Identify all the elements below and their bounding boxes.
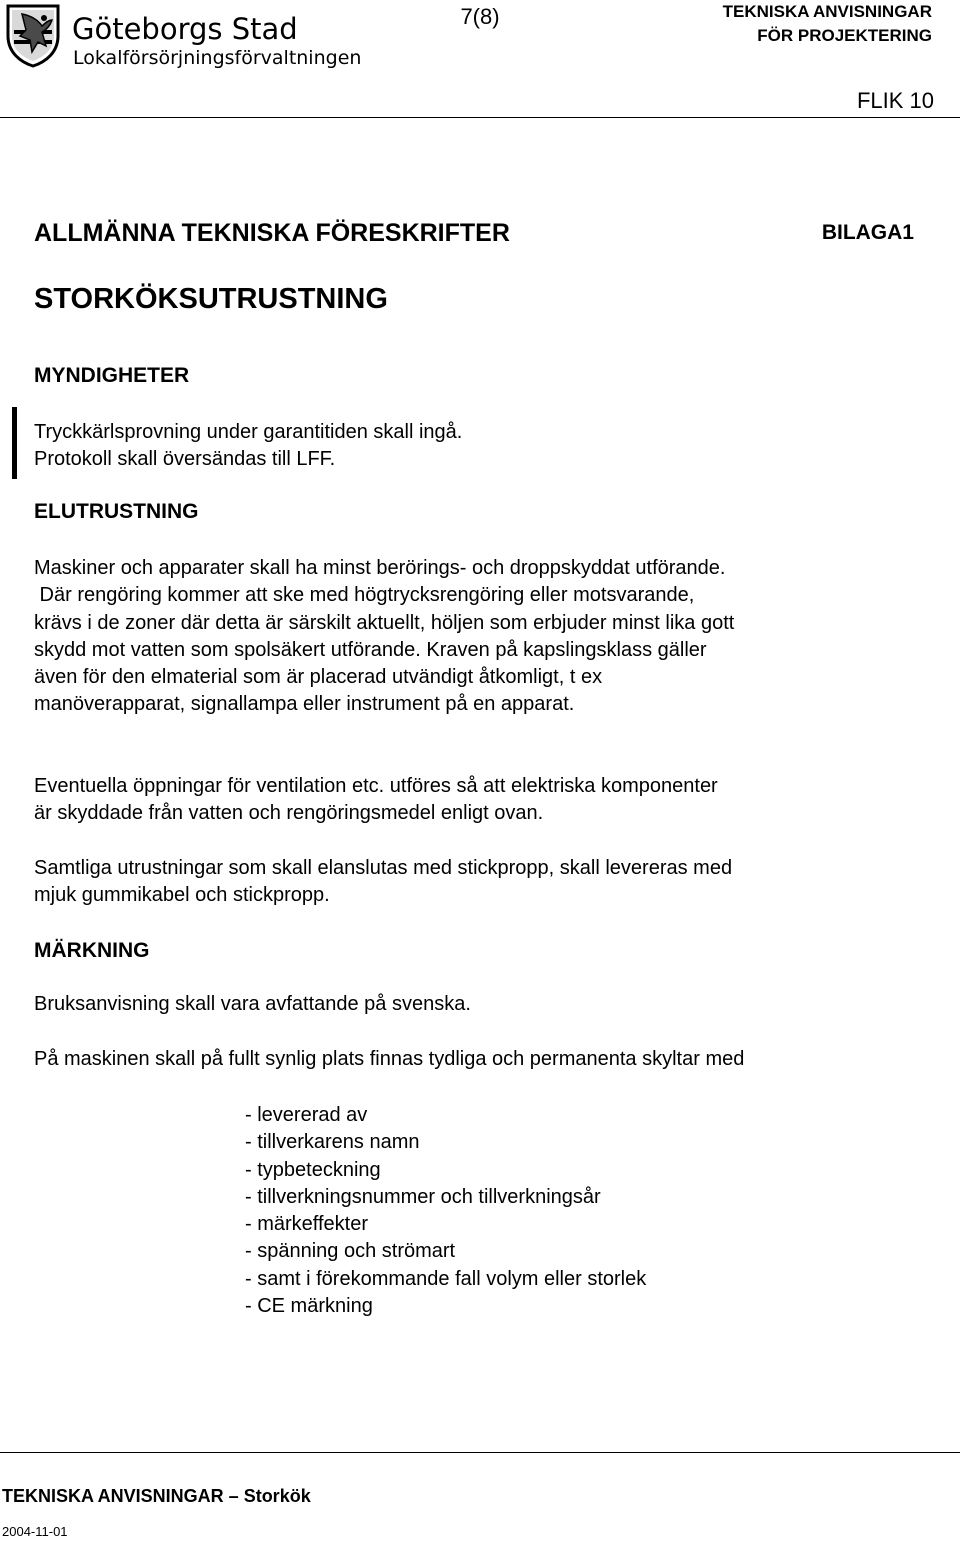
city-coat-of-arms-icon	[2, 2, 64, 68]
text-line: Protokoll skall översändas till LFF.	[34, 448, 336, 471]
section-heading-elutrustning: ELUTRUSTNING	[34, 500, 199, 523]
change-bar	[12, 407, 17, 479]
elutrustning-paragraph-2	[34, 773, 914, 828]
footer-divider	[0, 1452, 960, 1453]
myndigheter-text	[34, 419, 914, 474]
text-line: är skyddade från vatten och rengöringsmedel enligt ovan.	[34, 802, 544, 825]
text-line: krävs i de zoner där detta är särskilt aktuellt, höljen som erbjuder minst lika gott	[34, 611, 735, 634]
org-subtitle: Lokalförsörjningsförvaltningen	[73, 47, 362, 69]
text-line: Tryckkärlsprovning under garantitiden skall ingå.	[34, 421, 463, 443]
markning-paragraph-2: På maskinen skall på fullt synlig plats finnas tydliga och permanenta skyltar med	[34, 1048, 745, 1070]
list-item: - spänning och strömart	[245, 1240, 456, 1263]
list-item: - CE märkning	[245, 1295, 373, 1318]
list-item: - märkeffekter	[245, 1213, 368, 1236]
elutrustning-paragraph-1	[34, 555, 914, 719]
page-title: STORKÖKSUTRUSTNING	[34, 283, 388, 315]
footer-date: 2004-11-01	[2, 1524, 68, 1539]
section-heading-myndigheter: MYNDIGHETER	[34, 364, 190, 387]
page-number: 7(8)	[460, 4, 500, 29]
org-name: Göteborgs Stad	[72, 12, 298, 46]
text-line: manöverapparat, signallampa eller instrument på en apparat.	[34, 693, 575, 716]
text-line: skydd mot vatten som spolsäkert utförande. Kraven på kapslingsklass gäller	[34, 638, 707, 661]
markning-list	[245, 1102, 646, 1320]
header-divider	[0, 117, 960, 118]
header-doc-title-line1: TEKNISKA ANVISNINGAR	[722, 2, 932, 21]
list-item: - tillverkningsnummer och tillverkningsår	[245, 1185, 601, 1208]
text-line: även för den elmaterial som är placerad utvändigt åtkomligt, t ex	[34, 666, 603, 689]
markning-paragraph-1: Bruksanvisning skall vara avfattande på svenska.	[34, 993, 471, 1015]
list-item: - tillverkarens namn	[245, 1131, 420, 1154]
footer-title: TEKNISKA ANVISNINGAR – Storkök	[2, 1486, 311, 1506]
text-line: Maskiner och apparater skall ha minst berörings- och droppskyddat utförande.	[34, 557, 726, 579]
text-line: mjuk gummikabel och stickpropp.	[34, 884, 330, 907]
text-line: Samtliga utrustningar som skall elanslutas med stickpropp, skall levereras med	[34, 857, 733, 879]
header-doc-title	[723, 0, 932, 48]
main-heading: ALLMÄNNA TEKNISKA FÖRESKRIFTER	[34, 219, 510, 247]
list-item: - typbeteckning	[245, 1158, 381, 1181]
text-line: Där rengöring kommer att ske med högtrycksrengöring eller motsvarande,	[34, 584, 695, 607]
list-item: - samt i förekommande fall volym eller storlek	[245, 1267, 647, 1290]
section-heading-markning: MÄRKNING	[34, 939, 150, 962]
elutrustning-paragraph-3	[34, 855, 914, 910]
list-item: - levererad av	[245, 1104, 368, 1126]
text-line: Eventuella öppningar för ventilation etc. utföres så att elektriska komponenter	[34, 775, 718, 797]
flik-label: FLIK 10	[856, 88, 934, 113]
header-doc-title-line2: FÖR PROJEKTERING	[757, 26, 932, 45]
bilaga-label: BILAGA1	[821, 221, 914, 244]
